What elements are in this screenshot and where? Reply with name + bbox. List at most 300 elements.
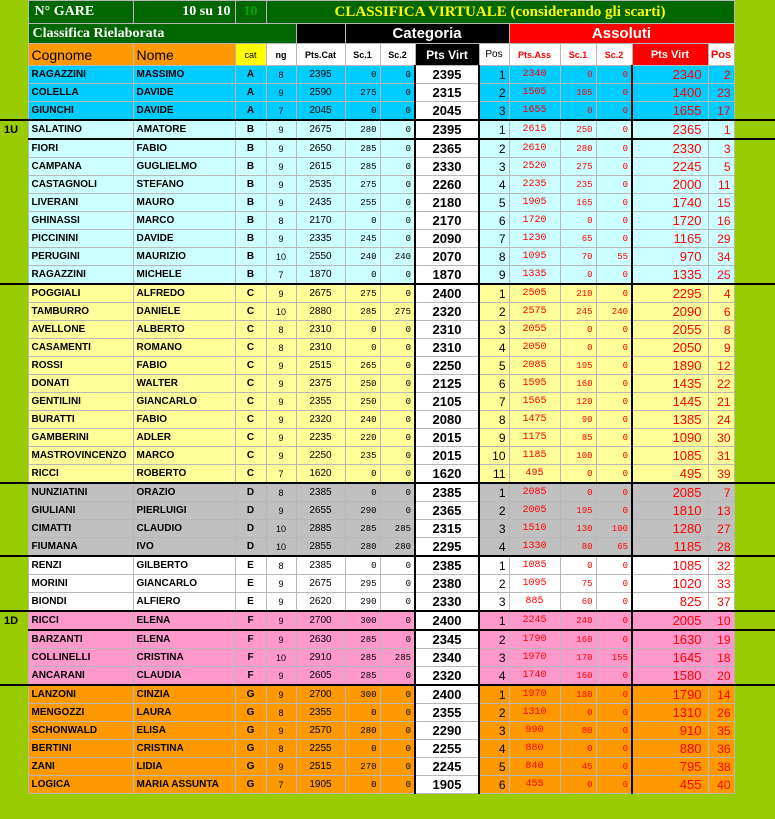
cell-pts-virt: 1905 — [415, 776, 479, 794]
cell-ass-sc2: 0 — [596, 266, 632, 285]
row-label: 1U — [0, 120, 28, 139]
row-label — [0, 429, 28, 447]
cell-cognome: BARZANTI — [28, 630, 133, 649]
cell-pos: 9 — [479, 429, 509, 447]
cell-ass-sc2: 0 — [596, 593, 632, 612]
cell-nome: DANIELE — [133, 303, 235, 321]
cell-ass-sc2: 0 — [596, 630, 632, 649]
cell-sc2: 0 — [380, 212, 415, 230]
cell-cat: C — [235, 303, 266, 321]
cell-nome: WALTER — [133, 375, 235, 393]
cell-cognome: CIMATTI — [28, 520, 133, 538]
cell-ass-pts-virt: 2050 — [632, 339, 708, 357]
cell-ass-sc2: 0 — [596, 776, 632, 794]
cell-pos: 4 — [479, 176, 509, 194]
cell-nome: MARCO — [133, 447, 235, 465]
cell-ass-sc2: 0 — [596, 758, 632, 776]
table-row — [0, 538, 775, 557]
cell-pts-cat: 2310 — [296, 321, 345, 339]
cell-ass-sc2: 0 — [596, 66, 632, 84]
cell-pts-cat: 2515 — [296, 758, 345, 776]
cell-ass-pts-virt: 910 — [632, 722, 708, 740]
cell-ass-sc2: 0 — [596, 611, 632, 630]
cell-pos: 3 — [479, 593, 509, 612]
cell-ass-pos: 3 — [708, 139, 734, 158]
cell-ass-pos: 29 — [708, 230, 734, 248]
cell-ass-sc1: 0 — [560, 339, 596, 357]
cell-ass-sc1: 85 — [560, 429, 596, 447]
cell-pts-virt: 2315 — [415, 520, 479, 538]
cell-pts-ass: 1655 — [509, 102, 560, 121]
cell-sc1: 240 — [345, 411, 380, 429]
cell-sc2: 0 — [380, 393, 415, 411]
cell-ass-sc1: 160 — [560, 375, 596, 393]
cell-sc1: 290 — [345, 593, 380, 612]
row-label — [0, 520, 28, 538]
cell-sc1: 0 — [345, 266, 380, 285]
cell-pts-cat: 2235 — [296, 429, 345, 447]
cell-ng: 9 — [266, 84, 296, 102]
cell-ng: 8 — [266, 556, 296, 575]
cell-pos: 3 — [479, 722, 509, 740]
row-edge — [734, 429, 775, 447]
table-row — [0, 776, 775, 794]
table-row — [0, 685, 775, 704]
column-header-label — [0, 44, 28, 66]
cell-pts-ass: 2520 — [509, 158, 560, 176]
cell-sc1: 0 — [345, 339, 380, 357]
cell-nome: DAVIDE — [133, 230, 235, 248]
cell-pts-ass: 1095 — [509, 248, 560, 266]
cell-pts-virt: 2395 — [415, 120, 479, 139]
table-row — [0, 66, 775, 84]
cell-pts-cat: 1870 — [296, 266, 345, 285]
cell-nome: MARIA ASSUNTA — [133, 776, 235, 794]
table-row — [0, 575, 775, 593]
row-edge — [734, 649, 775, 667]
cell-pts-ass: 1505 — [509, 84, 560, 102]
cell-sc2: 0 — [380, 630, 415, 649]
cell-ass-sc1: 170 — [560, 649, 596, 667]
cell-sc2: 0 — [380, 740, 415, 758]
cell-ass-sc2: 65 — [596, 538, 632, 557]
cell-ass-pts-virt: 795 — [632, 758, 708, 776]
cell-pts-cat: 2255 — [296, 740, 345, 758]
row-edge — [734, 66, 775, 84]
cell-nome: CRISTINA — [133, 740, 235, 758]
cell-cognome: CASTAGNOLI — [28, 176, 133, 194]
section-row-edge — [734, 24, 775, 44]
cell-pts-ass: 1230 — [509, 230, 560, 248]
cell-sc2: 0 — [380, 339, 415, 357]
cell-ass-sc1: 160 — [560, 630, 596, 649]
table-row — [0, 303, 775, 321]
cell-pts-virt: 2170 — [415, 212, 479, 230]
cell-cat: B — [235, 230, 266, 248]
cell-nome: MAURO — [133, 194, 235, 212]
cell-cognome: GENTILINI — [28, 393, 133, 411]
row-label — [0, 176, 28, 194]
cell-ass-pts-virt: 1085 — [632, 556, 708, 575]
cell-nome: STEFANO — [133, 176, 235, 194]
cell-pts-virt: 1870 — [415, 266, 479, 285]
cell-nome: ROBERTO — [133, 465, 235, 484]
cell-ass-pos: 26 — [708, 704, 734, 722]
cell-pts-ass: 2055 — [509, 321, 560, 339]
row-edge — [734, 393, 775, 411]
cell-cat: C — [235, 393, 266, 411]
table-row — [0, 375, 775, 393]
cell-sc1: 245 — [345, 230, 380, 248]
cell-cat: B — [235, 248, 266, 266]
cell-pts-cat: 2355 — [296, 704, 345, 722]
section-row — [0, 24, 775, 44]
cell-sc1: 285 — [345, 630, 380, 649]
cell-nome: DAVIDE — [133, 102, 235, 121]
cell-pts-ass: 1310 — [509, 704, 560, 722]
cell-ass-pts-virt: 455 — [632, 776, 708, 794]
row-edge — [734, 483, 775, 502]
table-row — [0, 321, 775, 339]
cell-sc1: 250 — [345, 375, 380, 393]
cell-ass-sc1: 210 — [560, 284, 596, 303]
cell-sc1: 285 — [345, 649, 380, 667]
cell-ass-pos: 20 — [708, 667, 734, 686]
table-row — [0, 649, 775, 667]
cell-pts-cat: 2650 — [296, 139, 345, 158]
cell-ass-sc1: 275 — [560, 158, 596, 176]
cell-nome: GIANCARLO — [133, 575, 235, 593]
cell-nome: ELENA — [133, 630, 235, 649]
row-edge — [734, 447, 775, 465]
cell-ass-pts-virt: 1400 — [632, 84, 708, 102]
col-pts-ass: Pts.Ass — [509, 44, 560, 66]
cell-pts-ass: 2085 — [509, 357, 560, 375]
cell-ass-sc2: 0 — [596, 339, 632, 357]
cell-pts-virt: 2080 — [415, 411, 479, 429]
cell-sc2: 0 — [380, 411, 415, 429]
cell-pts-virt: 2330 — [415, 158, 479, 176]
cell-sc2: 0 — [380, 465, 415, 484]
cell-sc2: 0 — [380, 667, 415, 686]
cell-pts-ass: 885 — [509, 593, 560, 612]
cell-ass-sc2: 0 — [596, 447, 632, 465]
cell-pos: 9 — [479, 266, 509, 285]
cell-ass-sc1: 245 — [560, 303, 596, 321]
section-row-label — [0, 24, 28, 44]
cell-pts-cat: 2590 — [296, 84, 345, 102]
row-label — [0, 465, 28, 484]
cell-pts-ass: 1595 — [509, 375, 560, 393]
cell-ng: 9 — [266, 158, 296, 176]
cell-ass-sc1: 70 — [560, 248, 596, 266]
cell-ass-pts-virt: 1790 — [632, 685, 708, 704]
cell-sc2: 0 — [380, 266, 415, 285]
cell-ass-pts-virt: 2085 — [632, 483, 708, 502]
cell-pts-virt: 2365 — [415, 139, 479, 158]
row-edge — [734, 339, 775, 357]
cell-ass-sc1: 105 — [560, 84, 596, 102]
cell-ass-sc1: 0 — [560, 556, 596, 575]
row-edge — [734, 266, 775, 285]
cell-nome: GIANCARLO — [133, 393, 235, 411]
row-label — [0, 722, 28, 740]
row-edge — [734, 411, 775, 429]
row-edge — [734, 230, 775, 248]
cell-pos: 1 — [479, 611, 509, 630]
cell-pos: 2 — [479, 502, 509, 520]
table-row — [0, 722, 775, 740]
cell-cat: C — [235, 357, 266, 375]
cell-pts-ass: 2575 — [509, 303, 560, 321]
cell-ass-sc1: 130 — [560, 520, 596, 538]
row-label — [0, 538, 28, 557]
cell-ass-pts-virt: 2330 — [632, 139, 708, 158]
row-label — [0, 339, 28, 357]
cell-pts-virt: 2250 — [415, 357, 479, 375]
cell-sc1: 0 — [345, 212, 380, 230]
cell-nome: ALBERTO — [133, 321, 235, 339]
row-edge — [734, 685, 775, 704]
categoria-gap — [296, 24, 345, 44]
cell-pts-cat: 2320 — [296, 411, 345, 429]
cell-pts-ass: 990 — [509, 722, 560, 740]
cell-nome: AMATORE — [133, 120, 235, 139]
cell-pos: 1 — [479, 483, 509, 502]
cell-ass-sc1: 0 — [560, 321, 596, 339]
row-label — [0, 284, 28, 303]
cell-ng: 8 — [266, 66, 296, 84]
row-label — [0, 483, 28, 502]
cell-ass-pos: 27 — [708, 520, 734, 538]
cell-pts-cat: 2550 — [296, 248, 345, 266]
cell-sc1: 285 — [345, 520, 380, 538]
row-edge — [734, 538, 775, 557]
cell-ass-pos: 11 — [708, 176, 734, 194]
cell-pts-virt: 2400 — [415, 611, 479, 630]
row-edge — [734, 593, 775, 612]
row-edge — [734, 375, 775, 393]
cell-ass-sc1: 0 — [560, 483, 596, 502]
cell-ass-sc2: 0 — [596, 667, 632, 686]
table-row — [0, 520, 775, 538]
cell-sc2: 0 — [380, 704, 415, 722]
row-label — [0, 102, 28, 121]
cell-pts-ass: 2245 — [509, 611, 560, 630]
cell-ass-pos: 24 — [708, 411, 734, 429]
cell-sc2: 280 — [380, 538, 415, 557]
cell-ng: 9 — [266, 120, 296, 139]
cell-cat: B — [235, 194, 266, 212]
cell-pts-cat: 2375 — [296, 375, 345, 393]
cell-ng: 9 — [266, 667, 296, 686]
table-row — [0, 120, 775, 139]
cell-cat: D — [235, 520, 266, 538]
cell-cat: C — [235, 375, 266, 393]
cell-sc2: 0 — [380, 483, 415, 502]
cell-pts-cat: 2675 — [296, 575, 345, 593]
cell-pos: 2 — [479, 84, 509, 102]
cell-nome: MASSIMO — [133, 66, 235, 84]
cell-cognome: DONATI — [28, 375, 133, 393]
cell-cognome: COLLINELLI — [28, 649, 133, 667]
cell-sc1: 0 — [345, 465, 380, 484]
cell-ass-pos: 17 — [708, 102, 734, 121]
cell-ass-sc1: 100 — [560, 447, 596, 465]
cell-ng: 9 — [266, 429, 296, 447]
subtitle: Classifica Rielaborata — [28, 24, 296, 44]
cell-sc2: 0 — [380, 176, 415, 194]
cell-ass-sc1: 240 — [560, 611, 596, 630]
cell-ass-pts-virt: 1445 — [632, 393, 708, 411]
cell-ass-sc2: 0 — [596, 429, 632, 447]
cell-cat: B — [235, 139, 266, 158]
cell-nome: CLAUDIO — [133, 520, 235, 538]
cell-ng: 9 — [266, 758, 296, 776]
cell-cat: B — [235, 212, 266, 230]
cell-pts-virt: 2355 — [415, 704, 479, 722]
cell-ng: 9 — [266, 593, 296, 612]
cell-ass-sc2: 155 — [596, 649, 632, 667]
cell-ass-sc1: 0 — [560, 704, 596, 722]
cell-pts-cat: 2700 — [296, 685, 345, 704]
cell-cognome: FIORI — [28, 139, 133, 158]
cell-ass-sc2: 0 — [596, 194, 632, 212]
cell-nome: MICHELE — [133, 266, 235, 285]
cell-ass-sc2: 0 — [596, 102, 632, 121]
cell-ass-sc1: 90 — [560, 411, 596, 429]
row-edge — [734, 102, 775, 121]
cell-ass-pos: 10 — [708, 611, 734, 630]
cell-pts-cat: 2675 — [296, 120, 345, 139]
cell-sc2: 0 — [380, 120, 415, 139]
cell-pts-virt: 2400 — [415, 685, 479, 704]
cell-pts-ass: 1085 — [509, 556, 560, 575]
cell-sc1: 275 — [345, 84, 380, 102]
cell-pos: 3 — [479, 321, 509, 339]
cell-cat: G — [235, 722, 266, 740]
col-cognome: Cognome — [28, 44, 133, 66]
cell-pts-virt: 2395 — [415, 66, 479, 84]
cell-nome: FABIO — [133, 357, 235, 375]
cell-ng: 7 — [266, 465, 296, 484]
cell-cognome: POGGIALI — [28, 284, 133, 303]
cell-pos: 6 — [479, 212, 509, 230]
cell-cat: A — [235, 102, 266, 121]
cell-pts-ass: 1510 — [509, 520, 560, 538]
cell-ass-sc2: 0 — [596, 483, 632, 502]
cell-pts-cat: 2385 — [296, 556, 345, 575]
row-label — [0, 776, 28, 794]
cell-pts-virt: 2260 — [415, 176, 479, 194]
cell-sc2: 0 — [380, 375, 415, 393]
cell-ass-pts-virt: 1645 — [632, 649, 708, 667]
cell-cognome: PERUGINI — [28, 248, 133, 266]
cell-cat: G — [235, 758, 266, 776]
column-header-row — [0, 44, 775, 66]
cell-pos: 2 — [479, 630, 509, 649]
cell-pts-ass: 1565 — [509, 393, 560, 411]
cell-nome: DAVIDE — [133, 84, 235, 102]
cell-sc1: 295 — [345, 575, 380, 593]
cell-sc1: 275 — [345, 284, 380, 303]
cell-sc2: 275 — [380, 303, 415, 321]
cell-cognome: GAMBERINI — [28, 429, 133, 447]
cell-pts-ass: 1095 — [509, 575, 560, 593]
cell-ass-pos: 22 — [708, 375, 734, 393]
cell-cognome: BERTINI — [28, 740, 133, 758]
cell-ng: 9 — [266, 411, 296, 429]
row-edge — [734, 120, 775, 139]
cell-pts-ass: 1175 — [509, 429, 560, 447]
cell-pts-virt: 2295 — [415, 538, 479, 557]
cell-pts-virt: 2345 — [415, 630, 479, 649]
table-row — [0, 740, 775, 758]
cell-ass-sc2: 0 — [596, 284, 632, 303]
row-label — [0, 685, 28, 704]
cell-ass-pts-virt: 1630 — [632, 630, 708, 649]
cell-sc1: 220 — [345, 429, 380, 447]
cell-ass-pts-virt: 1890 — [632, 357, 708, 375]
cell-cat: C — [235, 284, 266, 303]
cell-pos: 3 — [479, 649, 509, 667]
cell-pts-virt: 2365 — [415, 502, 479, 520]
row-label — [0, 556, 28, 575]
cell-sc1: 0 — [345, 740, 380, 758]
cell-sc2: 0 — [380, 230, 415, 248]
cell-pts-virt: 2125 — [415, 375, 479, 393]
cell-pts-cat: 2570 — [296, 722, 345, 740]
cell-ass-pts-virt: 2295 — [632, 284, 708, 303]
title-row-label — [0, 1, 28, 24]
cell-pts-cat: 2355 — [296, 393, 345, 411]
cell-pos: 4 — [479, 667, 509, 686]
cell-sc1: 0 — [345, 704, 380, 722]
cell-cognome: LIVERANI — [28, 194, 133, 212]
cell-cat: F — [235, 667, 266, 686]
cell-pts-cat: 2045 — [296, 102, 345, 121]
row-edge — [734, 758, 775, 776]
table-row — [0, 176, 775, 194]
cell-ass-sc1: 0 — [560, 740, 596, 758]
cell-ass-pts-virt: 2245 — [632, 158, 708, 176]
cell-cognome: GIULIANI — [28, 502, 133, 520]
cell-cat: B — [235, 176, 266, 194]
table-row — [0, 266, 775, 285]
cell-ass-pos: 31 — [708, 447, 734, 465]
cell-sc2: 0 — [380, 194, 415, 212]
cell-pos: 7 — [479, 230, 509, 248]
cell-ass-sc1: 280 — [560, 139, 596, 158]
cell-pts-cat: 2515 — [296, 357, 345, 375]
cell-ass-pts-virt: 2055 — [632, 321, 708, 339]
row-label — [0, 649, 28, 667]
cell-pts-cat: 2675 — [296, 284, 345, 303]
cell-cat: F — [235, 611, 266, 630]
cell-ass-sc2: 0 — [596, 158, 632, 176]
row-edge — [734, 556, 775, 575]
cell-nome: MARCO — [133, 212, 235, 230]
cell-pos: 1 — [479, 120, 509, 139]
row-edge — [734, 740, 775, 758]
cell-pos: 4 — [479, 538, 509, 557]
cell-cognome: PICCININI — [28, 230, 133, 248]
cell-pts-ass: 1720 — [509, 212, 560, 230]
cell-cat: A — [235, 66, 266, 84]
cell-sc2: 0 — [380, 593, 415, 612]
cell-pts-cat: 2910 — [296, 649, 345, 667]
cell-sc2: 0 — [380, 556, 415, 575]
